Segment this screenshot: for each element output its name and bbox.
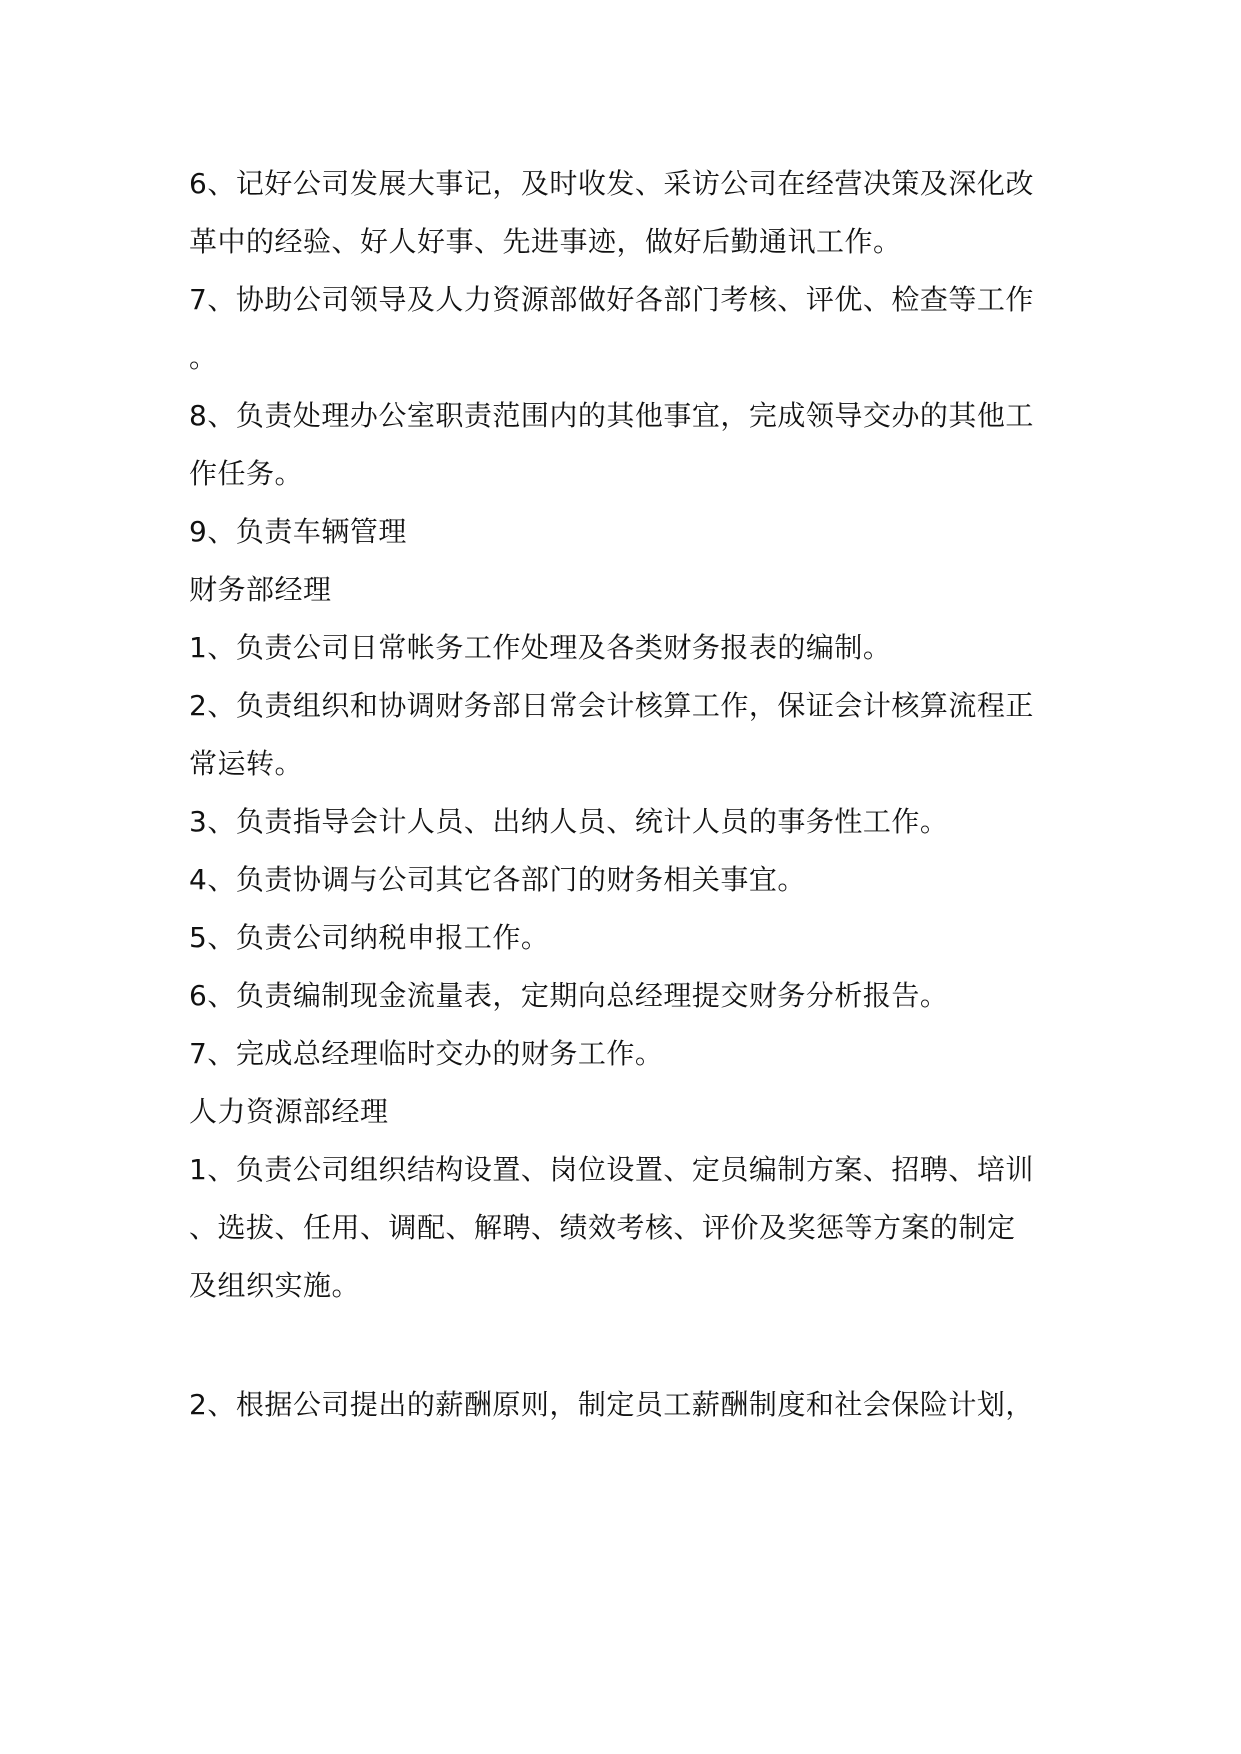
paragraph-finance-item-7: 7、完成总经理临时交办的财务工作。 [189,1037,664,1070]
paragraph-finance-item-1: 1、负责公司日常帐务工作处理及各类财务报表的编制。 [189,631,892,664]
paragraph-hr-item-1-line-2: 、选拔、任用、调配、解聘、绩效考核、评价及奖惩等方案的制定 [189,1211,1016,1244]
paragraph-office-item-7-line-2: 。 [189,341,218,374]
paragraph-office-item-8-line-1: 8、负责处理办公室职责范围内的其他事宜，完成领导交办的其他工 [189,399,1034,432]
paragraph-finance-item-2-line-2: 常运转。 [189,747,304,780]
paragraph-office-item-8-line-2: 作任务。 [189,457,304,490]
paragraph-hr-item-2-line-1: 2、根据公司提出的薪酬原则，制定员工薪酬制度和社会保险计划， [189,1388,1034,1421]
paragraph-finance-item-6: 6、负责编制现金流量表，定期向总经理提交财务分析报告。 [189,979,949,1012]
paragraph-office-item-6-line-1: 6、记好公司发展大事记，及时收发、采访公司在经营决策及深化改 [189,167,1034,200]
paragraph-office-item-7-line-1: 7、协助公司领导及人力资源部做好各部门考核、评优、检查等工作 [189,283,1034,316]
paragraph-finance-item-5: 5、负责公司纳税申报工作。 [189,921,550,954]
paragraph-finance-item-4: 4、负责协调与公司其它各部门的财务相关事宜。 [189,863,806,896]
paragraph-hr-item-1-line-1: 1、负责公司组织结构设置、岗位设置、定员编制方案、招聘、培训 [189,1153,1034,1186]
paragraph-finance-item-2-line-1: 2、负责组织和协调财务部日常会计核算工作，保证会计核算流程正 [189,689,1034,722]
paragraph-office-item-9: 9、负责车辆管理 [189,515,407,548]
paragraph-hr-item-1-line-3: 及组织实施。 [189,1269,361,1302]
section-heading-finance-manager: 财务部经理 [189,573,332,606]
section-heading-hr-manager: 人力资源部经理 [189,1095,389,1128]
paragraph-office-item-6-line-2: 革中的经验、好人好事、先进事迹，做好后勤通讯工作。 [189,225,902,258]
paragraph-finance-item-3: 3、负责指导会计人员、出纳人员、统计人员的事务性工作。 [189,805,949,838]
